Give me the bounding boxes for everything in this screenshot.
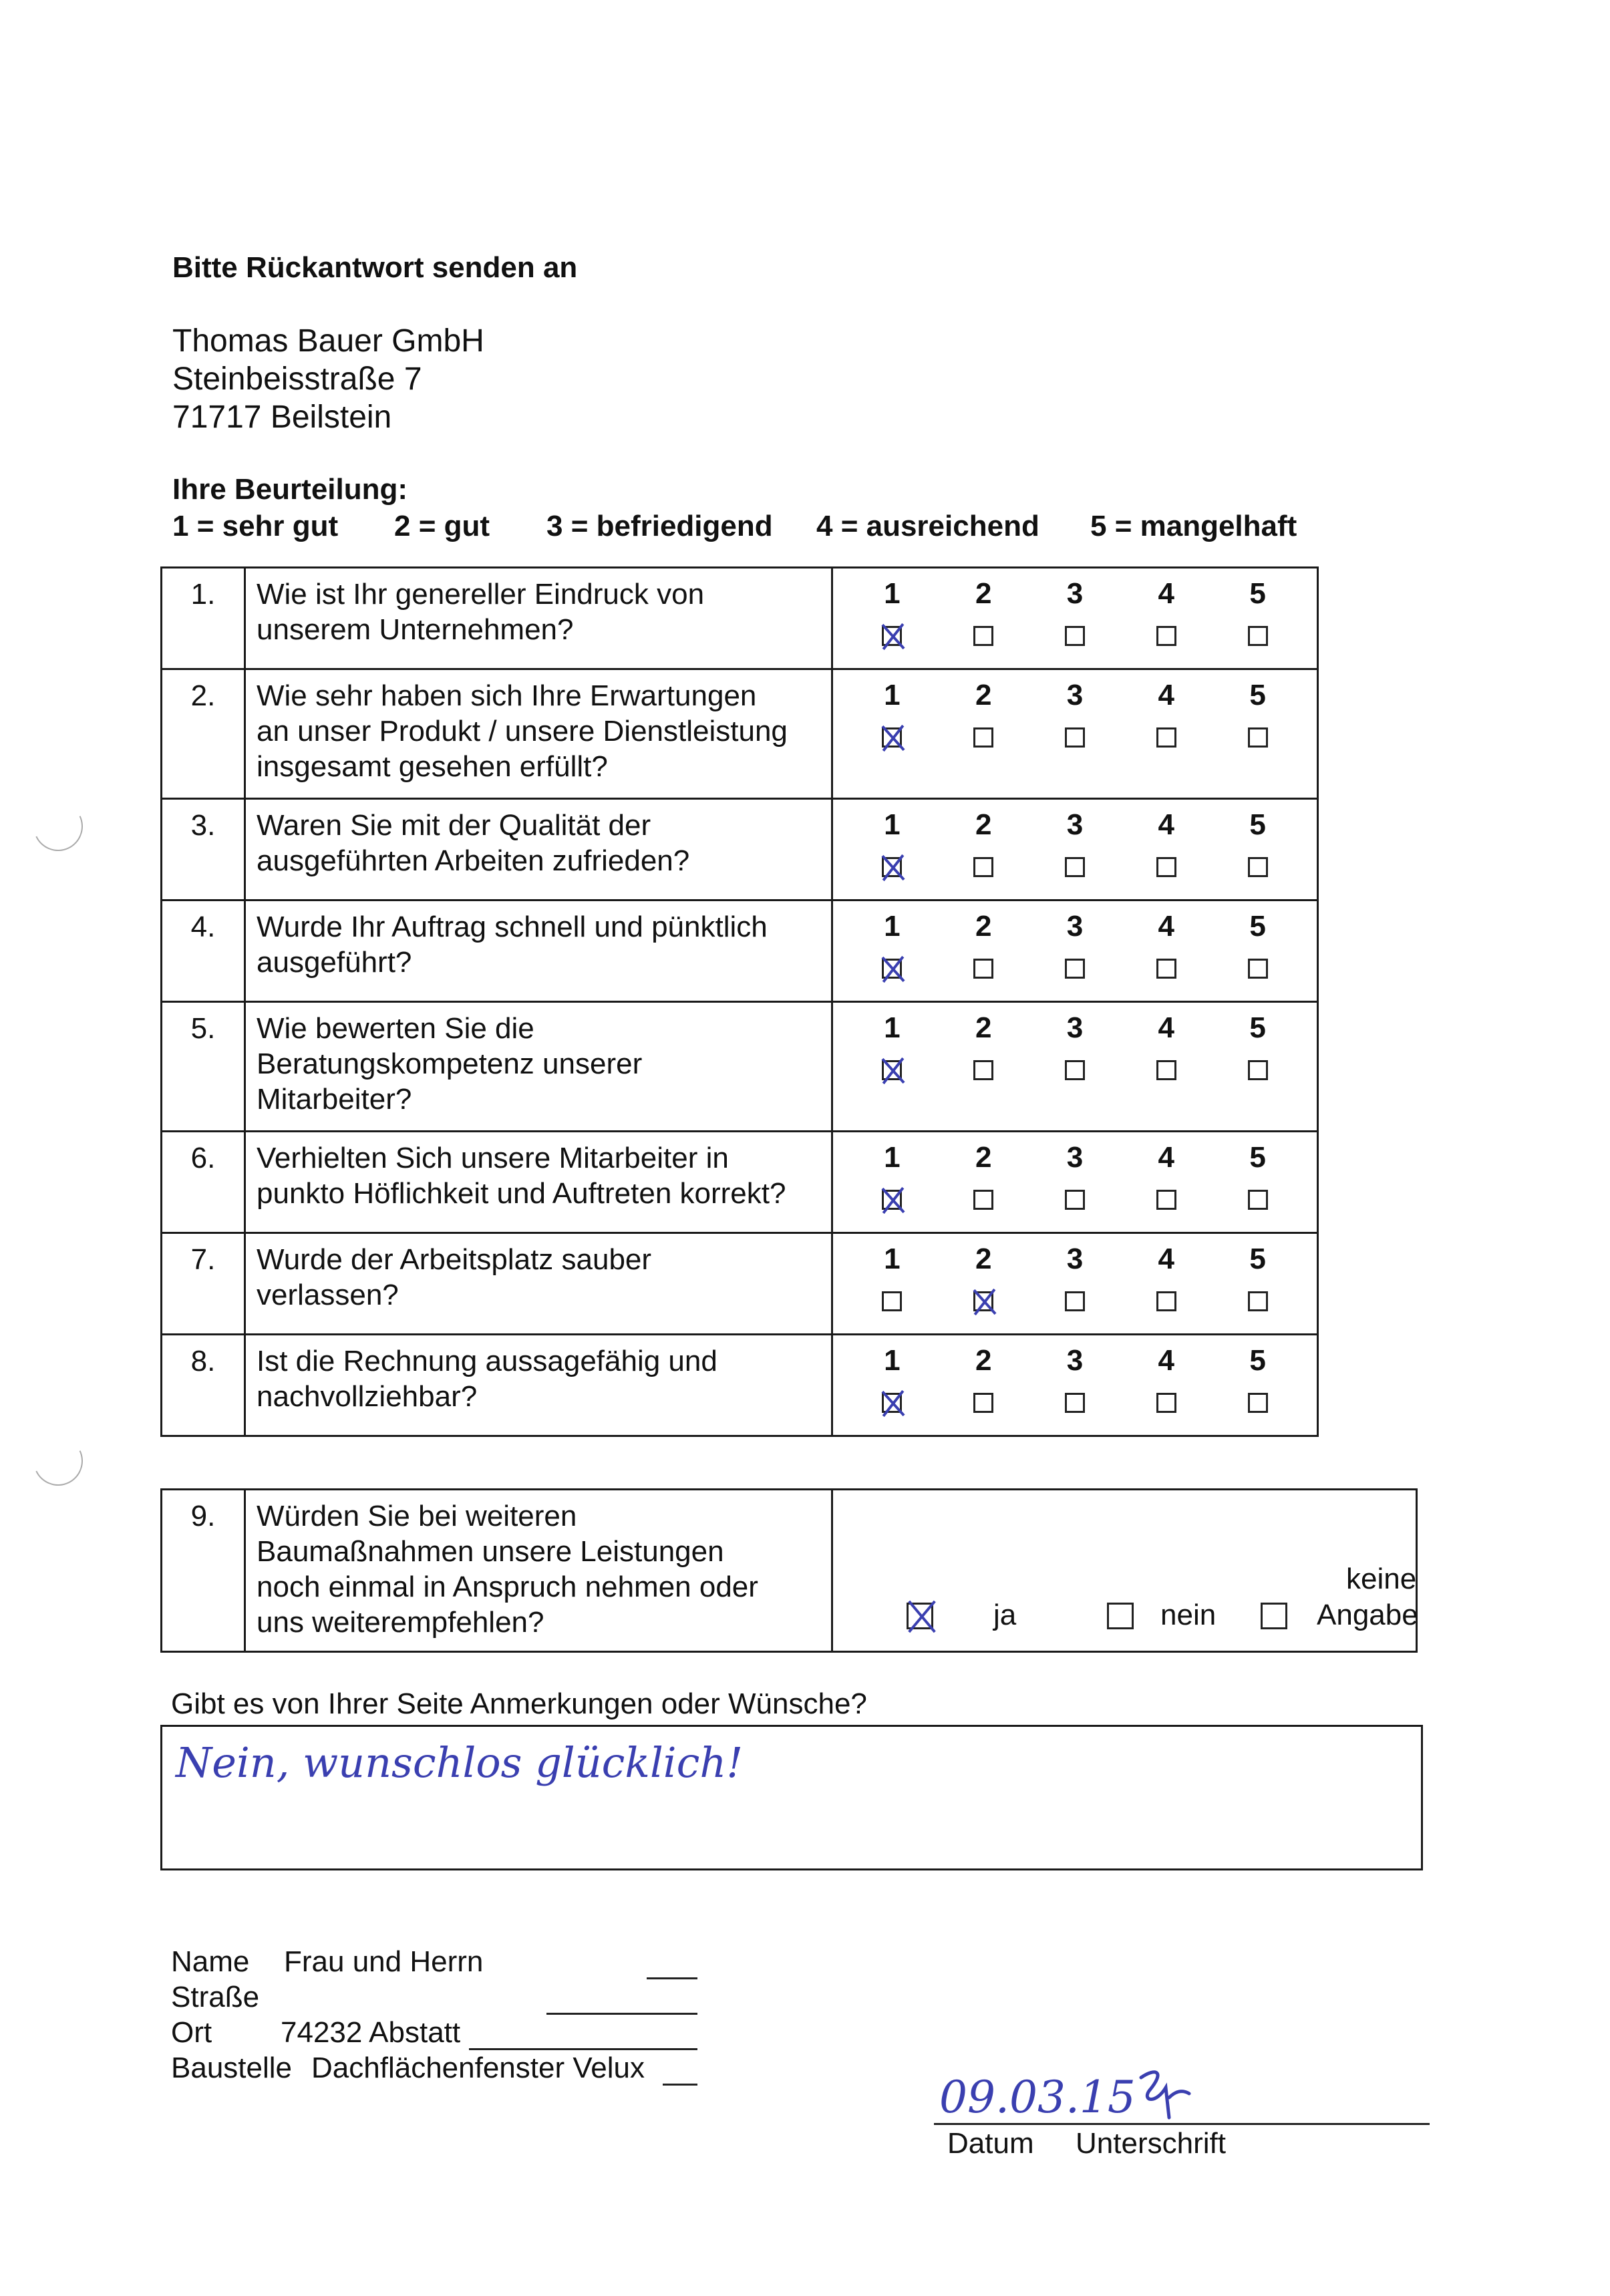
question-line: Baumaßnahmen unsere Leistungen [257,1535,724,1568]
rating-option [943,678,1023,748]
rating-option [1126,909,1206,979]
question-line: verlassen? [257,1279,399,1311]
rating-option-number: 1 [884,679,901,711]
rating-option [1126,1242,1206,1311]
rating-option [852,808,932,877]
rating-option [1126,1343,1206,1413]
rating-checkbox[interactable] [882,1060,902,1080]
rating-option-number: 1 [884,910,901,943]
rating-checkbox[interactable] [1156,959,1176,979]
rating-option [1218,1140,1298,1210]
rating-option-number: 5 [1249,679,1266,711]
rating-option [943,1011,1023,1080]
question-row [162,568,1318,669]
rating-checkbox[interactable] [1156,727,1176,748]
no-answer-label-1: keine [1346,1563,1417,1595]
site-underline [663,2084,697,2086]
rating-checkbox[interactable] [1065,727,1085,748]
rating-option [943,1140,1023,1210]
question-text [245,1002,832,1132]
rating-option-number: 3 [1066,1243,1084,1275]
rating-options [832,568,1318,669]
rating-option-number: 2 [975,1141,992,1174]
question-line: nachvollziehbar? [257,1380,478,1413]
rating-option-number: 5 [1249,1141,1266,1174]
rating-option [1218,1242,1298,1311]
signature-label: Unterschrift [1076,2127,1226,2160]
rating-checkbox[interactable] [882,1190,902,1210]
rating-option [1126,678,1206,748]
rating-option-number: 1 [884,1344,901,1377]
rating-option-number: 4 [1158,1344,1175,1377]
question-number: 1. [162,568,245,669]
question-text [245,1233,832,1335]
rating-option [1218,678,1298,748]
question-number: 5. [162,1002,245,1132]
rating-option-number: 3 [1066,679,1084,711]
remarks-field[interactable] [160,1725,1423,1870]
rating-options [832,1002,1318,1132]
no-answer-label-2: Angabe [1317,1599,1418,1631]
punch-hole [27,795,90,858]
rating-option [1035,1343,1115,1413]
question-line: uns weiterempfehlen? [257,1606,544,1639]
question-line: Beratungskompetenz unserer [257,1047,643,1080]
rating-option [943,1343,1023,1413]
rating-legend-5: 5 = mangelhaft [1090,510,1297,542]
no-label: nein [1160,1599,1217,1631]
company-city: 71717 Beilstein [172,399,392,435]
rating-option-number: 5 [1249,1344,1266,1377]
rating-option-number: 3 [1066,910,1084,943]
question-row [162,1233,1318,1335]
rating-legend-3: 3 = befriedigend [546,510,773,542]
question-row [162,1002,1318,1132]
send-to-heading: Bitte Rückantwort senden an [172,251,578,284]
rating-option-number: 1 [884,1011,901,1044]
rating-checkbox[interactable] [882,959,902,979]
name-underline [647,1977,697,1979]
rating-checkbox[interactable] [1156,1190,1176,1210]
rating-option [1126,1140,1206,1210]
rating-option [852,1242,932,1311]
question-line: ausgeführten Arbeiten zufrieden? [257,844,690,877]
rating-option-number: 3 [1066,1344,1084,1377]
rating-checkbox[interactable] [1065,857,1085,877]
rating-checkbox[interactable] [882,1291,902,1311]
rating-options [832,1132,1318,1233]
rating-options [832,900,1318,1002]
rating-checkbox[interactable] [973,727,993,748]
rating-option-number: 4 [1158,1141,1175,1174]
rating-checkbox[interactable] [882,626,902,646]
rating-option-number: 5 [1249,577,1266,610]
question-line: Wurde Ihr Auftrag schnell und pünktlich [257,911,768,943]
rating-checkbox[interactable] [1248,1190,1268,1210]
rating-option-number: 1 [884,1141,901,1174]
rating-option-number: 2 [975,1011,992,1044]
question-text [245,900,832,1002]
rating-options [832,1233,1318,1335]
rating-option [943,1242,1023,1311]
rating-option [943,808,1023,877]
no-checkbox[interactable] [1107,1603,1134,1629]
rating-checkbox[interactable] [1065,1291,1085,1311]
question-line: Ist die Rechnung aussagefähig und [257,1345,717,1377]
rating-option-number: 4 [1158,1011,1175,1044]
rating-checkbox[interactable] [973,626,993,646]
question-line: punkto Höflichkeit und Auftreten korrekt? [257,1177,786,1210]
rating-checkbox[interactable] [973,959,993,979]
rating-option [1035,808,1115,877]
rating-option [1035,1242,1115,1311]
rating-option-number: 3 [1066,808,1084,841]
rating-option-number: 4 [1158,910,1175,943]
rating-options [832,669,1318,799]
rating-option-number: 5 [1249,1243,1266,1275]
rating-checkbox[interactable] [973,1291,993,1311]
rating-option [1035,1011,1115,1080]
rating-checkbox[interactable] [1156,626,1176,646]
rating-option-number: 2 [975,577,992,610]
rating-option [1126,808,1206,877]
punch-hole [27,1430,90,1493]
question-number: 6. [162,1132,245,1233]
question-text [245,1490,832,1652]
rating-option-number: 5 [1249,910,1266,943]
question-number: 8. [162,1335,245,1436]
question-line: unserem Unternehmen? [257,613,574,646]
rating-options [832,799,1318,900]
rating-checkbox[interactable] [1248,626,1268,646]
street-label: Straße [171,1981,260,2013]
question-number: 7. [162,1233,245,1335]
city-label: Ort [171,2016,212,2049]
rating-option-number: 4 [1158,1243,1175,1275]
remarks-label: Gibt es von Ihrer Seite Anmerkungen oder Wünsche? [171,1687,867,1720]
question-row [162,1335,1318,1436]
date-label: Datum [947,2127,1034,2160]
site-value: Dachflächenfenster Velux [311,2052,645,2084]
handwritten-signature [1129,2064,1196,2124]
rating-option [1218,577,1298,646]
rating-checkbox[interactable] [1156,1060,1176,1080]
question-line: Würden Sie bei weiteren [257,1500,577,1532]
rating-checkbox[interactable] [882,857,902,877]
rating-checkbox[interactable] [1248,959,1268,979]
rating-checkbox[interactable] [882,1393,902,1413]
question-text [245,799,832,900]
rating-option-number: 5 [1249,808,1266,841]
rating-title: Ihre Beurteilung: [172,473,408,506]
rating-option [1218,909,1298,979]
rating-option-number: 2 [975,1243,992,1275]
no-answer-checkbox[interactable] [1261,1603,1287,1629]
rating-checkbox[interactable] [1156,1291,1176,1311]
rating-option-number: 2 [975,1344,992,1377]
rating-checkbox[interactable] [1065,1190,1085,1210]
company-street: Steinbeisstraße 7 [172,361,422,397]
rating-option-number: 3 [1066,577,1084,610]
question-number: 4. [162,900,245,1002]
question-line: Wie bewerten Sie die [257,1012,534,1045]
rating-option [1035,1140,1115,1210]
rating-option [1035,678,1115,748]
rating-option-number: 1 [884,577,901,610]
rating-checkbox[interactable] [1065,626,1085,646]
rating-checkbox[interactable] [1248,1060,1268,1080]
signature-underline [934,2123,1430,2125]
question-number: 2. [162,669,245,799]
rating-checkbox[interactable] [973,857,993,877]
rating-option [1035,577,1115,646]
question-row [162,669,1318,799]
rating-table [160,566,1319,1437]
rating-option-number: 4 [1158,679,1175,711]
rating-checkbox[interactable] [1248,727,1268,748]
rating-legend-1: 1 = sehr gut [172,510,339,542]
rating-option-number: 1 [884,1243,901,1275]
question-line: Waren Sie mit der Qualität der [257,809,651,842]
rating-checkbox[interactable] [1248,1393,1268,1413]
company-name: Thomas Bauer GmbH [172,323,484,359]
question-line: noch einmal in Anspruch nehmen oder [257,1571,758,1603]
rating-option [1126,1011,1206,1080]
rating-checkbox[interactable] [973,1393,993,1413]
rating-checkbox[interactable] [1065,1060,1085,1080]
rating-checkbox[interactable] [1065,959,1085,979]
rating-checkbox[interactable] [1065,1393,1085,1413]
question-line: Wie sehr haben sich Ihre Erwartungen [257,679,757,712]
rating-option [1218,808,1298,877]
rating-option [852,678,932,748]
rating-option [1218,1343,1298,1413]
name-value: Frau und Herrn [284,1945,484,1978]
rating-checkbox[interactable] [1248,1291,1268,1311]
rating-option [852,909,932,979]
rating-option [943,577,1023,646]
rating-option [852,577,932,646]
question-row [162,1490,1417,1652]
rating-legend-2: 2 = gut [394,510,490,542]
rating-checkbox[interactable] [1156,857,1176,877]
question-line: Verhielten Sich unsere Mitarbeiter in [257,1142,729,1174]
yes-checkbox[interactable] [907,1603,933,1629]
question-line: Mitarbeiter? [257,1083,412,1116]
question-9-table [160,1488,1418,1653]
question-row [162,799,1318,900]
question-line: insgesamt gesehen erfüllt? [257,750,608,783]
yes-label: ja [993,1599,1017,1631]
question-text [245,1335,832,1436]
remarks-handwritten-text: Nein, wunschlos glücklich! [176,1738,744,1787]
rating-option-number: 3 [1066,1011,1084,1044]
rating-legend-4: 4 = ausreichend [816,510,1039,542]
rating-option-number: 4 [1158,577,1175,610]
rating-checkbox[interactable] [973,1060,993,1080]
city-value: 74232 Abstatt [281,2016,461,2049]
question-line: Wie ist Ihr genereller Eindruck von [257,578,705,611]
question-line: an unser Produkt / unsere Dienstleistung [257,715,788,748]
rating-option-number: 1 [884,808,901,841]
rating-option [1126,577,1206,646]
question-line: Wurde der Arbeitsplatz sauber [257,1243,652,1276]
rating-option-number: 3 [1066,1141,1084,1174]
question-row [162,900,1318,1002]
rating-option [852,1343,932,1413]
rating-option [852,1011,932,1080]
rating-option [943,909,1023,979]
question-row [162,1132,1318,1233]
rating-checkbox[interactable] [1248,857,1268,877]
rating-option [1035,909,1115,979]
question-text [245,1132,832,1233]
question-number: 9. [162,1490,245,1652]
name-label: Name [171,1945,250,1978]
rating-checkbox[interactable] [882,727,902,748]
question-text [245,568,832,669]
rating-option [852,1140,932,1210]
rating-option-number: 2 [975,910,992,943]
rating-option-number: 2 [975,808,992,841]
rating-option-number: 5 [1249,1011,1266,1044]
site-label: Baustelle [171,2052,293,2084]
date-handwritten: 09.03.15 [939,2072,1136,2123]
rating-option-number: 4 [1158,808,1175,841]
question-9-options [832,1490,1417,1652]
rating-checkbox[interactable] [973,1190,993,1210]
street-underline [546,2013,697,2015]
question-text [245,669,832,799]
rating-option-number: 2 [975,679,992,711]
rating-checkbox[interactable] [1156,1393,1176,1413]
rating-options [832,1335,1318,1436]
question-line: ausgeführt? [257,946,412,979]
question-number: 3. [162,799,245,900]
rating-option [1218,1011,1298,1080]
